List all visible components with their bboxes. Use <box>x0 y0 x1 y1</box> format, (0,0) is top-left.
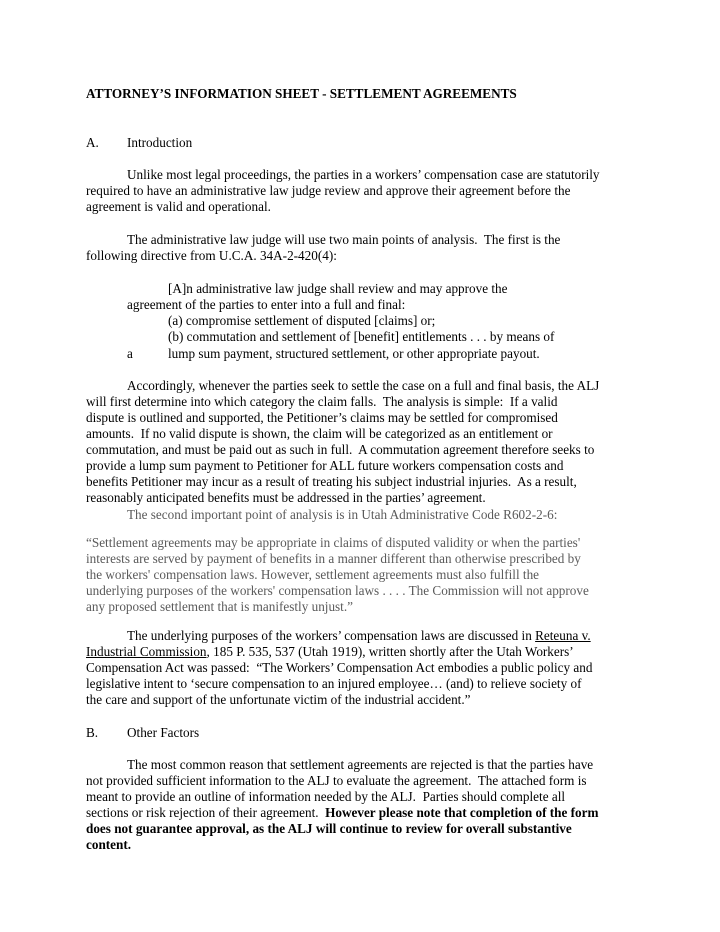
case-citation: Reteuna v. <box>535 628 591 643</box>
rule-quote-line: “Settlement agreements may be appropriate in claims of disputed validity or when the parties' <box>86 535 581 550</box>
statute-quote-line: [A]n administrative law judge shall review and may approve the <box>168 281 508 296</box>
statute-quote-line: lump sum payment, structured settlement, or other appropriate payout. <box>168 346 540 361</box>
section-a-letter: A. <box>86 135 99 150</box>
section-a-heading: Introduction <box>127 135 193 150</box>
statute-quote-line: agreement of the parties to enter into a full and final: <box>127 297 406 312</box>
para-line: provide a lump sum payment to Petitioner for ALL future workers compensation costs and <box>86 458 564 473</box>
para-line: Compensation Act was passed: “The Workers’ Compensation Act embodies a public policy and <box>86 660 593 675</box>
statute-quote-prefix: a <box>127 346 133 361</box>
para-line: the care and support of the unfortunate victim of the industrial accident.” <box>86 692 471 707</box>
para-line: Accordingly, whenever the parties seek to settle the case on a full and final basis, the ALJ <box>127 378 600 393</box>
para-line: legislative intent to ‘secure compensation to an injured employee… (and) to relieve society of <box>86 676 582 691</box>
case-citation: Industrial Commission <box>86 644 207 659</box>
para-text: , 185 P. 535, 537 (Utah 1919), written shortly after the Utah Workers’ <box>206 644 574 659</box>
rule-quote-line: underlying purposes of the workers' compensation laws . . . . The Commission will not approve <box>86 583 589 598</box>
para-line <box>86 805 598 821</box>
para-line <box>86 644 574 660</box>
para-line <box>127 628 591 644</box>
para-line: agreement is valid and operational. <box>86 199 271 214</box>
bold-notice-line: content. <box>86 837 132 852</box>
para-line: amounts. If no valid dispute is shown, the claim will be categorized as an entitlement or <box>86 426 553 441</box>
para-line: The administrative law judge will use two main points of analysis. The first is the <box>127 232 561 247</box>
statute-quote-line: (b) commutation and settlement of [benefit] entitlements . . . by means of <box>168 329 555 344</box>
para-line: Unlike most legal proceedings, the parties in a workers’ compensation case are statutorily <box>127 167 600 182</box>
bold-notice-line: does not guarantee approval, as the ALJ will continue to review for overall substantive <box>86 821 572 836</box>
para-text: The underlying purposes of the workers’ compensation laws are discussed in <box>127 628 536 643</box>
rule-quote-line: interests are served by payment of benefits in a manner different than otherwise prescribed by <box>86 551 581 566</box>
para-line: The second important point of analysis is in Utah Administrative Code R602-2-6: <box>127 507 558 522</box>
para-line: required to have an administrative law judge review and approve their agreement before the <box>86 183 571 198</box>
para-line: The most common reason that settlement agreements are rejected is that the parties have <box>127 757 594 772</box>
section-b-heading: Other Factors <box>127 725 200 740</box>
rule-quote-line: any proposed settlement that is manifestly unjust.” <box>86 599 353 614</box>
para-line: commutation, and must be paid out as such in full. A commutation agreement therefore seeks to <box>86 442 595 457</box>
para-line: following directive from U.C.A. 34A-2-420(4): <box>86 248 337 263</box>
section-b-letter: B. <box>86 725 99 740</box>
para-line: not provided sufficient information to the ALJ to evaluate the agreement. The attached form is <box>86 773 587 788</box>
para-text: sections or risk rejection of their agreement. <box>86 805 326 820</box>
bold-notice: However please note that completion of the form <box>325 805 599 820</box>
rule-quote-line: the workers' compensation laws. However, settlement agreements must also fulfill the <box>86 567 540 582</box>
para-line: dispute is outlined and supported, the Petitioner’s claims may be settled for compromised <box>86 410 558 425</box>
para-line: reasonably anticipated benefits must be addressed in the parties’ agreement. <box>86 490 486 505</box>
para-line: benefits Petitioner may incur as a result of treating his subject industrial injuries. As a result, <box>86 474 577 489</box>
document-title: ATTORNEY’S INFORMATION SHEET - SETTLEMENT AGREEMENTS <box>86 86 517 101</box>
statute-quote-line: (a) compromise settlement of disputed [claims] or; <box>168 313 436 328</box>
para-line: meant to provide an outline of information needed by the ALJ. Parties should complete all <box>86 789 566 804</box>
para-line: will first determine into which category the claim falls. The analysis is simple: If a valid <box>86 394 558 409</box>
